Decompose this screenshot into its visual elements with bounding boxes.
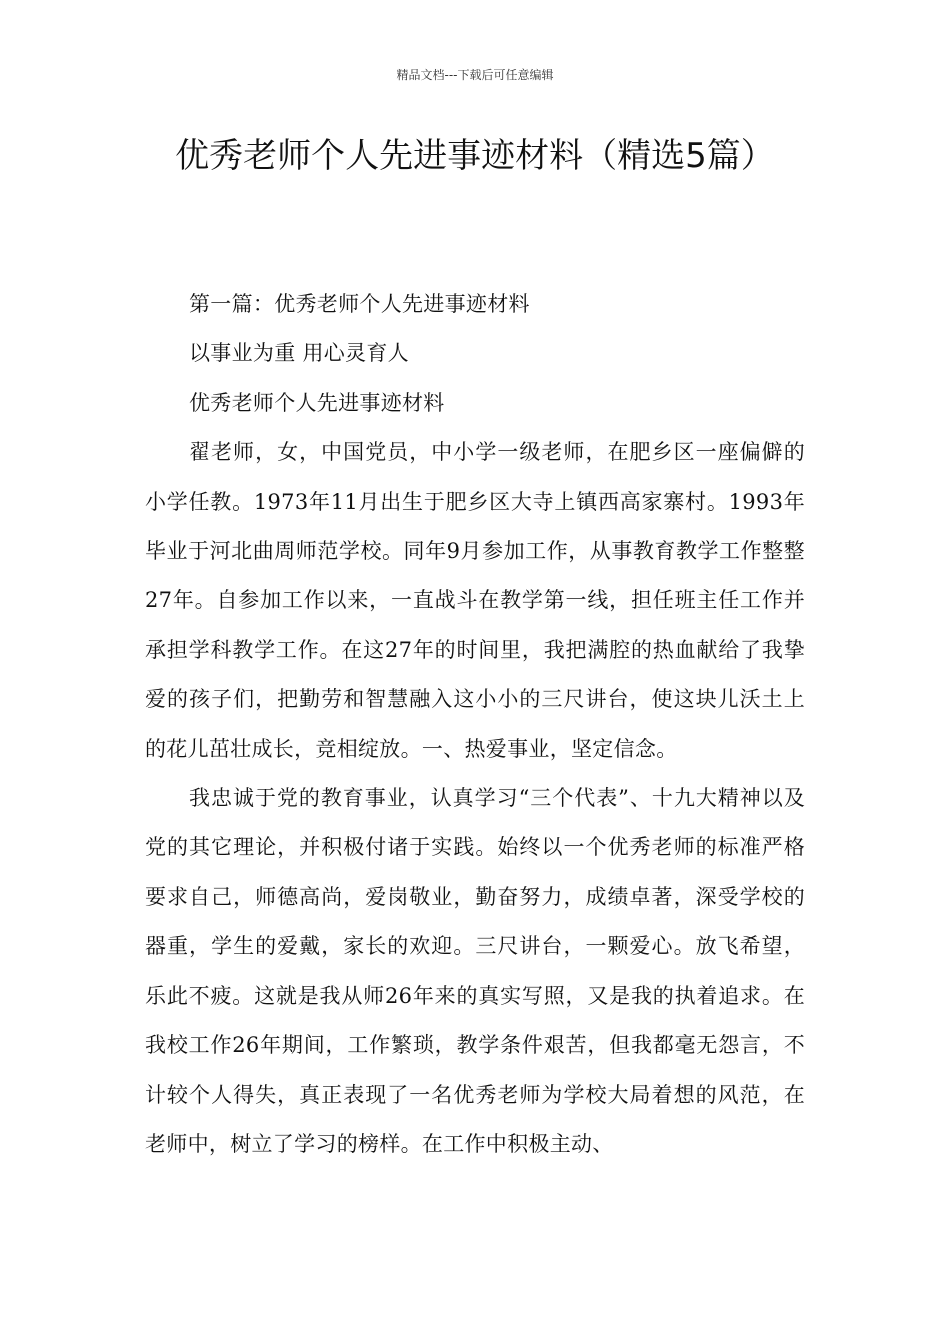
page-header-note: 精品文档---下载后可任意编辑 <box>396 68 554 82</box>
document-body <box>145 280 805 1169</box>
document-title: 优秀老师个人先进事迹材料（精选5篇） <box>175 136 775 176</box>
body-paragraph: 我忠诚于党的教育事业，认真学习“三个代表”、十九大精神以及党的其它理论，并积极付诸于实践。始终以一个优秀老师的标准严格要求自己，师德高尚，爱岗敬业，勤奋努力，成绩卓著，深受学校的器重，学生的爱戴，家长的欢迎。三尺讲台，一颗爱心。放飞希望，乐此不疲。这就是我从师26年来的真实写照，又是我的执着追求。在我校工作26年期间，工作繁琐，教学条件艰苦，但我都毫无怨言，不计较个人得失，真正表现了一名优秀老师为学校大局着想的风范，在老师中，树立了学习的榜样。在工作中积极主动、 <box>145 786 805 1156</box>
subtitle-line: 优秀老师个人先进事迹材料 <box>189 390 445 415</box>
section-heading: 第一篇：优秀老师个人先进事迹材料 <box>189 292 530 316</box>
subtitle-line: 以事业为重 用心灵育人 <box>189 341 409 366</box>
body-paragraph: 翟老师，女，中国党员，中小学一级老师，在肥乡区一座偏僻的小学任教。1973年11月出生于肥乡区大寺上镇西高家寨村。1993年毕业于河北曲周师范学校。同年9月参加工作，从事教育教学工作整整27年。自参加工作以来，一直战斗在教学第一线，担任班主任工作并承担学科教学工作。在这27年的时间里，我把满腔的热血献给了我挚爱的孩子们，把勤劳和智慧融入这小小的三尺讲台，使这块儿沃土上的花儿茁壮成长，竞相绽放。一、热爱事业，坚定信念。 <box>145 440 805 761</box>
